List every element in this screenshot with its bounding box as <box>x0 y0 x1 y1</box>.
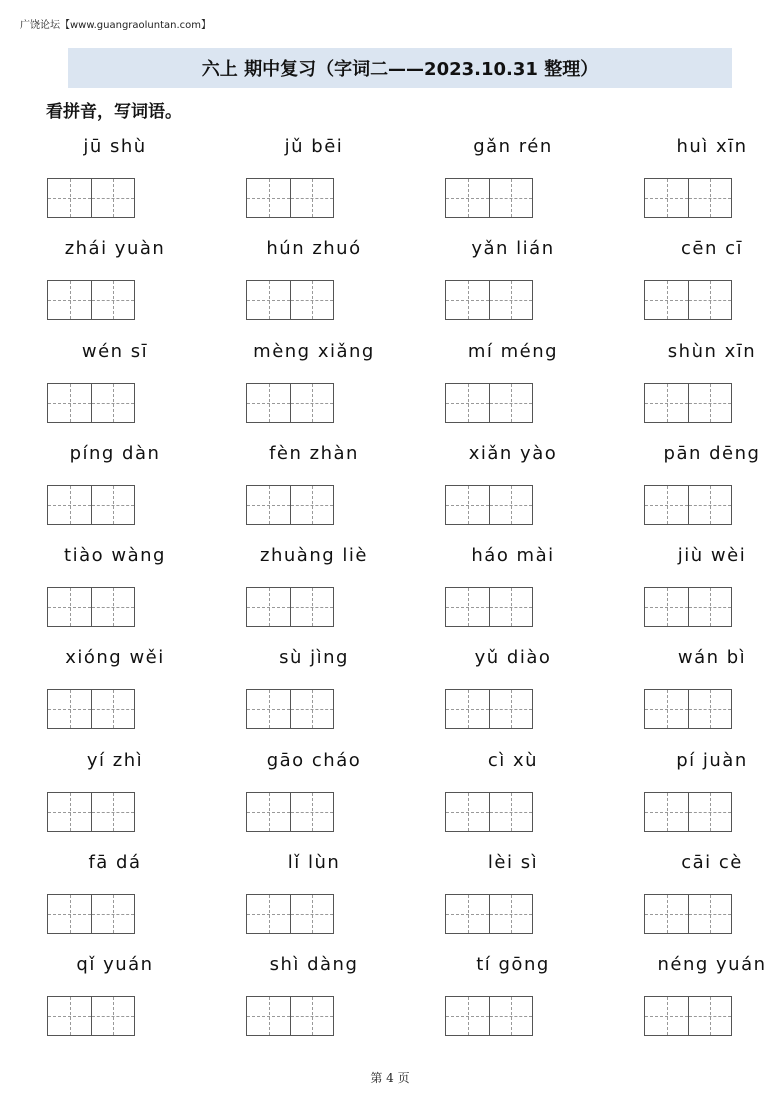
pinyin-prompt: hún zhuó <box>266 238 362 260</box>
writing-boxes <box>47 689 135 729</box>
pinyin-prompt: jiù wèi <box>677 545 747 567</box>
pinyin-prompt: lèi sì <box>487 852 539 874</box>
character-box[interactable] <box>290 690 333 728</box>
writing-boxes <box>47 587 135 627</box>
writing-boxes <box>445 280 533 320</box>
writing-boxes <box>47 792 135 832</box>
pinyin-prompt: háo mài <box>471 545 555 567</box>
pinyin-prompt: gāo cháo <box>266 749 362 771</box>
character-box[interactable] <box>645 793 688 831</box>
character-box[interactable] <box>48 690 91 728</box>
writing-boxes <box>47 280 135 320</box>
writing-boxes <box>246 587 334 627</box>
character-box[interactable] <box>446 179 489 217</box>
writing-boxes <box>445 383 533 423</box>
character-box[interactable] <box>489 588 532 626</box>
pinyin-prompt: jū shù <box>83 136 147 157</box>
writing-boxes <box>445 996 533 1036</box>
character-box[interactable] <box>91 179 134 217</box>
character-box[interactable] <box>688 384 731 422</box>
writing-boxes <box>644 280 732 320</box>
character-box[interactable] <box>247 690 290 728</box>
character-box[interactable] <box>247 588 290 626</box>
character-box[interactable] <box>446 793 489 831</box>
pinyin-prompt: xiǎn yào <box>468 442 558 464</box>
character-box[interactable] <box>489 179 532 217</box>
character-box[interactable] <box>290 793 333 831</box>
character-box[interactable] <box>446 486 489 524</box>
exercise-row <box>40 136 748 238</box>
character-box[interactable] <box>247 793 290 831</box>
character-box[interactable] <box>446 690 489 728</box>
writing-boxes <box>445 587 533 627</box>
pinyin-prompt: gǎn rén <box>473 136 553 157</box>
character-box[interactable] <box>48 281 91 319</box>
writing-boxes <box>644 894 732 934</box>
character-box[interactable] <box>645 486 688 524</box>
pinyin-prompt: shì dàng <box>269 954 359 976</box>
writing-boxes <box>246 280 334 320</box>
pinyin-prompt: lǐ lùn <box>287 852 341 874</box>
character-box[interactable] <box>688 690 731 728</box>
character-box[interactable] <box>290 486 333 524</box>
character-box[interactable] <box>91 690 134 728</box>
writing-boxes <box>644 792 732 832</box>
exercise-row <box>40 647 747 749</box>
character-box[interactable] <box>446 384 489 422</box>
character-box[interactable] <box>645 690 688 728</box>
pinyin-prompt: pān dēng <box>663 442 761 464</box>
character-box[interactable] <box>688 793 731 831</box>
character-box[interactable] <box>247 179 290 217</box>
character-box[interactable] <box>645 895 688 933</box>
writing-boxes <box>644 383 732 423</box>
pinyin-prompt: cì xù <box>487 749 539 771</box>
instruction-heading: 看拼音，写词语。 <box>46 102 182 122</box>
writing-boxes <box>246 178 334 218</box>
character-box[interactable] <box>48 179 91 217</box>
pinyin-prompt: píng dàn <box>69 442 161 464</box>
character-box[interactable] <box>489 793 532 831</box>
pinyin-prompt: zhái yuàn <box>64 238 166 260</box>
character-box[interactable] <box>290 997 333 1035</box>
character-box[interactable] <box>290 384 333 422</box>
writing-boxes <box>445 689 533 729</box>
character-box[interactable] <box>489 384 532 422</box>
writing-boxes <box>246 689 334 729</box>
writing-boxes <box>445 894 533 934</box>
exercise-grid <box>40 136 767 1057</box>
pinyin-prompt: fā dá <box>88 852 142 874</box>
writing-boxes <box>47 894 135 934</box>
pinyin-prompt: wán bì <box>677 647 747 669</box>
character-box[interactable] <box>489 690 532 728</box>
pinyin-prompt: qǐ yuán <box>76 954 154 976</box>
page-number: 第 4 页 <box>370 1071 410 1085</box>
pinyin-prompt: yǔ diào <box>474 647 552 669</box>
character-box[interactable] <box>290 895 333 933</box>
writing-boxes <box>47 485 135 525</box>
character-box[interactable] <box>290 281 333 319</box>
character-box[interactable] <box>688 486 731 524</box>
pinyin-prompt: cēn cī <box>681 238 743 260</box>
exercise-row <box>40 749 748 852</box>
exercise-row <box>40 340 757 443</box>
exercise-row <box>40 852 743 954</box>
exercise-row <box>40 545 747 647</box>
writing-boxes <box>445 485 533 525</box>
writing-boxes <box>47 178 135 218</box>
character-box[interactable] <box>48 793 91 831</box>
writing-boxes <box>246 996 334 1036</box>
character-box[interactable] <box>48 895 91 933</box>
character-box[interactable] <box>645 384 688 422</box>
writing-boxes <box>246 485 334 525</box>
character-box[interactable] <box>688 281 731 319</box>
pinyin-prompt: fèn zhàn <box>269 442 359 464</box>
pinyin-prompt: tiào wàng <box>64 545 166 567</box>
writing-boxes <box>47 383 135 423</box>
character-box[interactable] <box>247 486 290 524</box>
character-box[interactable] <box>446 588 489 626</box>
title-bar <box>68 48 732 88</box>
character-box[interactable] <box>48 997 91 1035</box>
character-box[interactable] <box>91 997 134 1035</box>
writing-boxes <box>644 587 732 627</box>
character-box[interactable] <box>688 997 731 1035</box>
character-box[interactable] <box>91 486 134 524</box>
character-box[interactable] <box>645 281 688 319</box>
character-box[interactable] <box>91 588 134 626</box>
character-box[interactable] <box>645 588 688 626</box>
character-box[interactable] <box>48 486 91 524</box>
character-box[interactable] <box>645 997 688 1035</box>
character-box[interactable] <box>290 179 333 217</box>
character-box[interactable] <box>247 281 290 319</box>
character-box[interactable] <box>247 384 290 422</box>
pinyin-prompt: jǔ bēi <box>284 136 344 157</box>
writing-boxes <box>445 792 533 832</box>
character-box[interactable] <box>247 895 290 933</box>
character-box[interactable] <box>91 281 134 319</box>
pinyin-prompt: tí gōng <box>476 954 550 976</box>
character-box[interactable] <box>91 895 134 933</box>
writing-boxes <box>47 996 135 1036</box>
watermark-text: 广饶论坛【www.guangraoluntan.com】 <box>20 20 212 31</box>
character-box[interactable] <box>91 793 134 831</box>
character-box[interactable] <box>688 895 731 933</box>
pinyin-prompt: zhuàng liè <box>260 545 368 567</box>
pinyin-prompt: shùn xīn <box>667 340 757 362</box>
character-box[interactable] <box>688 588 731 626</box>
exercise-row <box>40 442 761 545</box>
character-box[interactable] <box>489 997 532 1035</box>
character-box[interactable] <box>446 997 489 1035</box>
character-box[interactable] <box>446 281 489 319</box>
character-box[interactable] <box>48 384 91 422</box>
character-box[interactable] <box>48 588 91 626</box>
character-box[interactable] <box>446 895 489 933</box>
pinyin-prompt: pí juàn <box>676 749 748 771</box>
pinyin-prompt: néng yuán <box>657 954 767 976</box>
character-box[interactable] <box>688 179 731 217</box>
pinyin-prompt: sù jìng <box>279 647 349 669</box>
writing-boxes <box>246 383 334 423</box>
pinyin-prompt: mèng xiǎng <box>253 340 375 362</box>
pinyin-prompt: yǎn lián <box>471 238 555 260</box>
pinyin-prompt: yí zhì <box>86 749 144 771</box>
pinyin-prompt: wén sī <box>81 340 149 362</box>
writing-boxes <box>445 178 533 218</box>
character-box[interactable] <box>489 486 532 524</box>
pinyin-prompt: huì xīn <box>676 136 748 157</box>
character-box[interactable] <box>290 588 333 626</box>
character-box[interactable] <box>489 281 532 319</box>
exercise-row <box>40 954 767 1056</box>
character-box[interactable] <box>645 179 688 217</box>
character-box[interactable] <box>247 997 290 1035</box>
character-box[interactable] <box>489 895 532 933</box>
writing-boxes <box>644 178 732 218</box>
writing-boxes <box>644 689 732 729</box>
writing-boxes <box>246 894 334 934</box>
writing-boxes <box>246 792 334 832</box>
exercise-row <box>40 238 743 340</box>
character-box[interactable] <box>91 384 134 422</box>
page-title: 六上 期中复习（字词二——2023.10.31 整理） <box>201 59 599 80</box>
pinyin-prompt: xióng wěi <box>65 647 165 669</box>
writing-boxes <box>644 485 732 525</box>
writing-boxes <box>644 996 732 1036</box>
pinyin-prompt: mí méng <box>467 340 559 362</box>
pinyin-prompt: cāi cè <box>681 852 743 874</box>
